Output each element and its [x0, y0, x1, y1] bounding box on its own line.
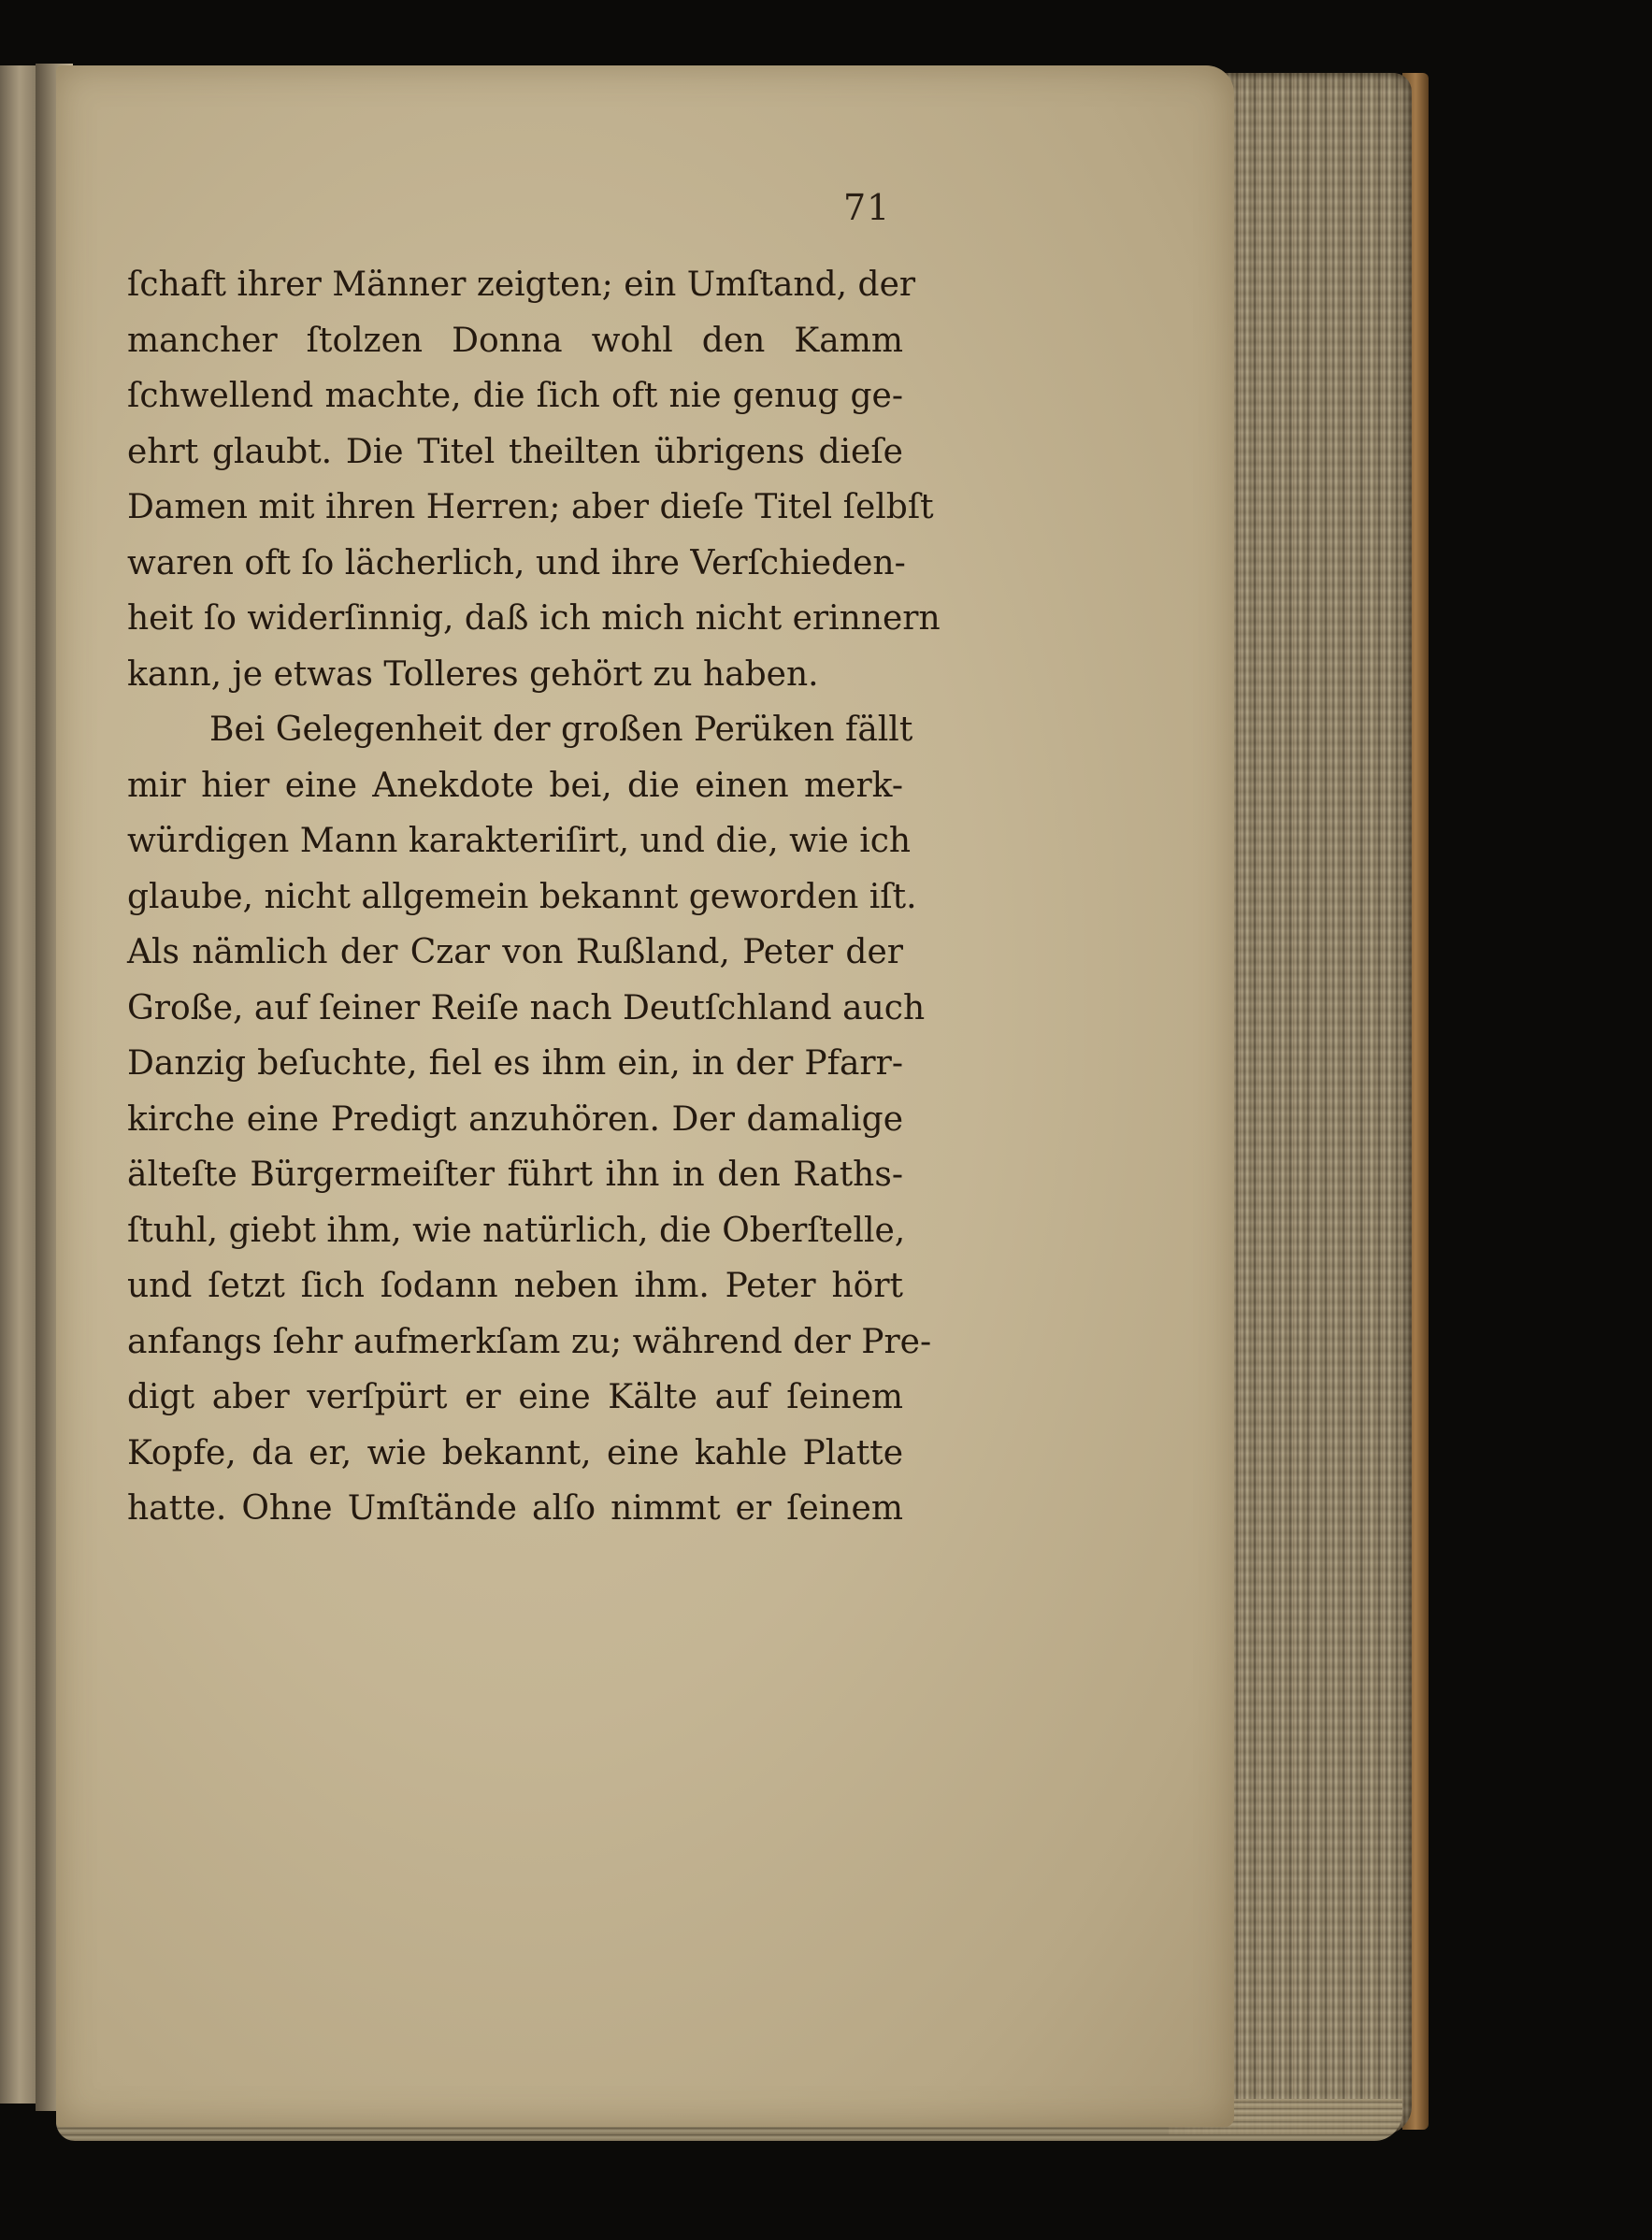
left-page-edge: [0, 65, 37, 2104]
text-line: Als nämlich der Czar von Rußland, Peter der: [127, 933, 903, 971]
text-line: ſchwellend machte, die ſich oft nie genug ge-: [127, 377, 903, 415]
text-line: anfangs ſehr aufmerkſam zu; während der Pre-: [127, 1322, 932, 1361]
text-line: und ſetzt ſich ſodann neben ihm. Peter hört: [127, 1267, 903, 1305]
text-line: waren oft ſo lächerlich, und ihre Verſchieden-: [127, 543, 906, 582]
text-line: hatte. Ohne Umſtände alſo nimmt er ſeinem: [127, 1489, 903, 1528]
text-line: kann, je etwas Tolleres gehört zu haben.: [127, 654, 819, 694]
page-text: [127, 257, 941, 1537]
text-line: digt aber verſpürt er eine Kälte auf ſeinem: [127, 1378, 903, 1416]
text-line: ehrt glaubt. Die Titel theilten übrigens dieſe: [127, 432, 903, 471]
text-line: mir hier eine Anekdote bei, die einen merk-: [127, 766, 903, 805]
page-number: 71: [843, 187, 891, 228]
text-line: mancher ſtolzen Donna wohl den Kamm: [127, 321, 903, 360]
text-line: Danzig beſuchte, fiel es ihm ein, in der Pfarr-: [127, 1044, 903, 1083]
text-line: heit ſo widerſinnig, daß ich mich nicht erinnern: [127, 599, 941, 638]
text-line: ſchaft ihrer Männer zeigten; ein Umſtand, der: [127, 266, 916, 304]
text-line: ſtuhl, giebt ihm, wie natürlich, die Oberſtelle,: [127, 1211, 906, 1250]
text-line: älteſte Bürgermeiſter führt ihn in den Raths-: [127, 1156, 903, 1194]
text-line: Kopfe, da er, wie bekannt, eine kahle Platte: [127, 1433, 903, 1472]
text-line: würdigen Mann karakteriſirt, und die, wie ich: [127, 822, 912, 860]
text-line-paragraph-start: Bei Gelegenheit der großen Perüken fällt: [209, 711, 913, 749]
text-line: Große, auf ſeiner Reiſe nach Deutſchland auch: [127, 988, 926, 1027]
text-line: glaube, nicht allgemein bekannt geworden iſt.: [127, 877, 917, 916]
text-line: kirche eine Predigt anzuhören. Der damalige: [127, 1099, 903, 1139]
text-line: Damen mit ihren Herren; aber dieſe Titel ſelbſt: [127, 488, 934, 526]
